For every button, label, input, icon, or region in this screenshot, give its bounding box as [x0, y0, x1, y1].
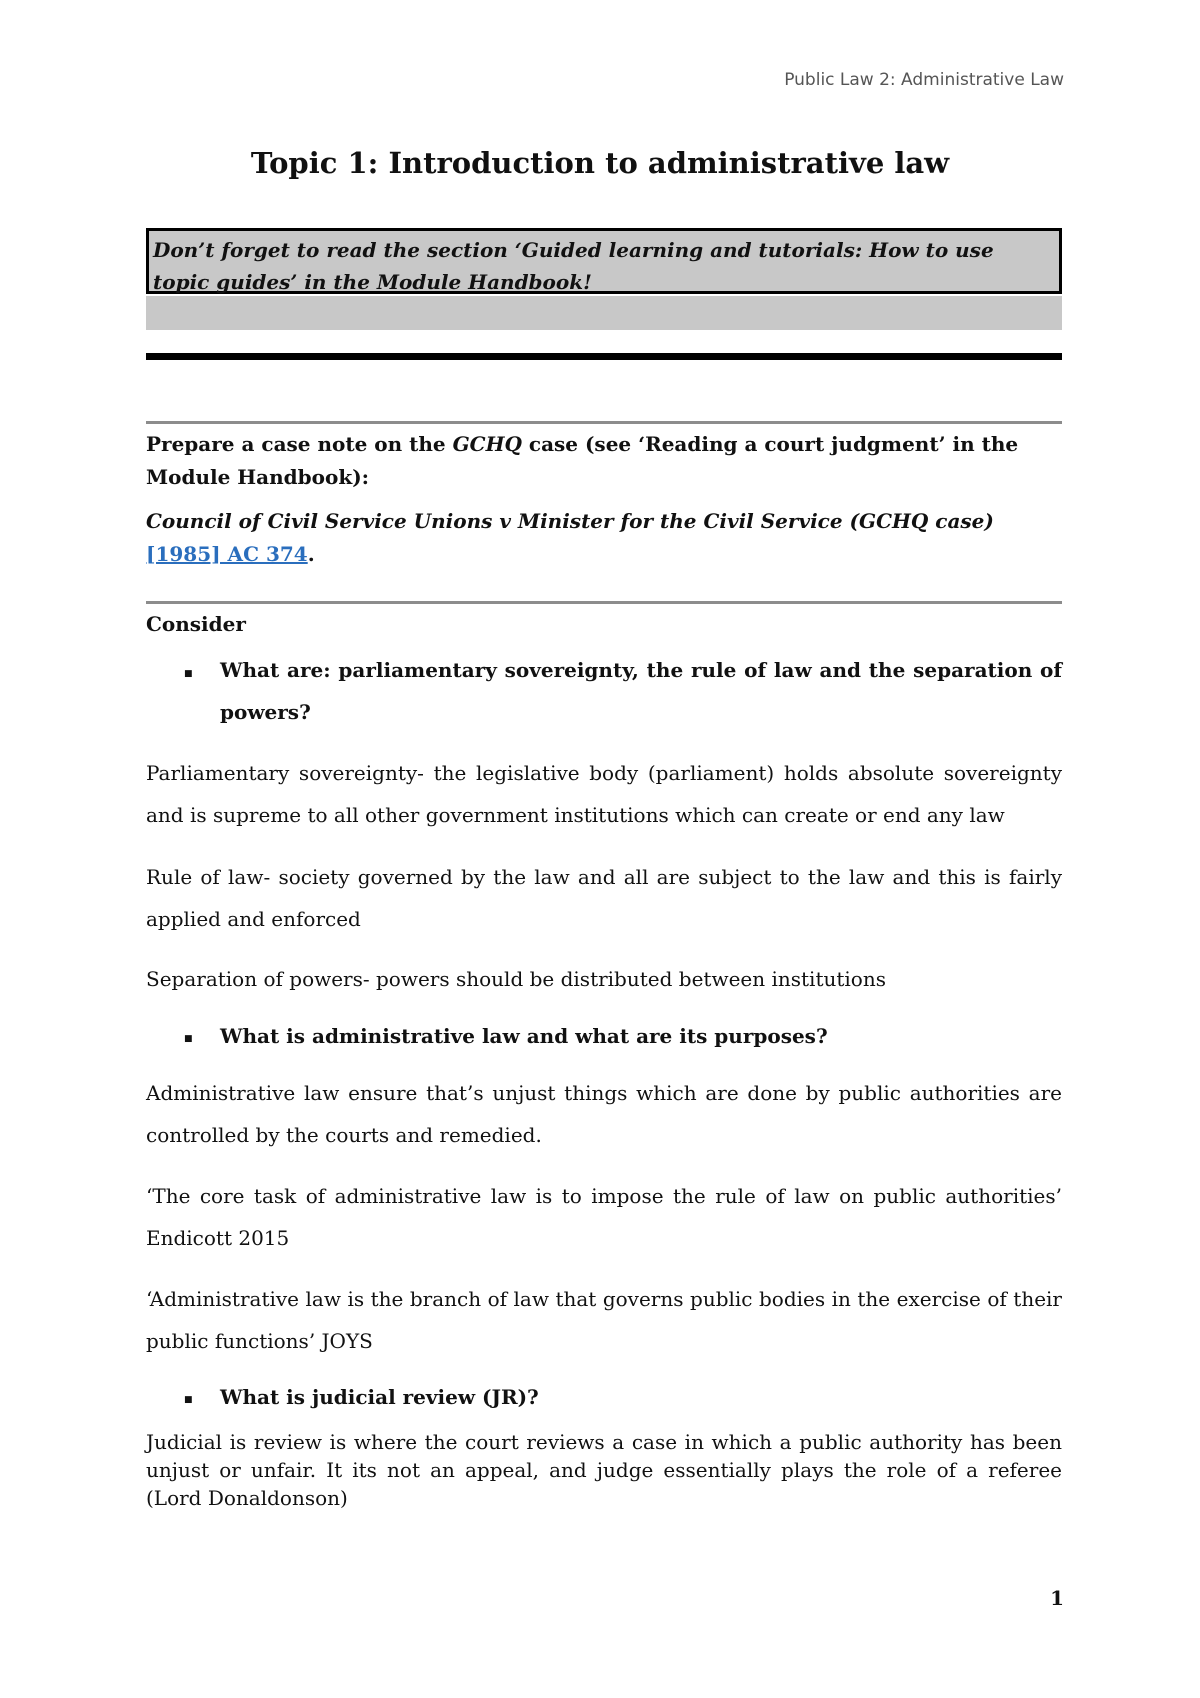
section-divider-thick [146, 353, 1062, 360]
answer-judicial-review: Judicial is review is where the court reviews a case in which a public authority has been unjust or unfair. It its not an appeal, and judge essentially plays the role of a referee (Lord Donaldonson) [146, 1430, 1062, 1510]
case-name: Council of Civil Service Unions v Minister for the Civil Service (GCHQ case) [146, 509, 994, 533]
page-number: 1 [1050, 1586, 1064, 1610]
answer-separation-of-powers: Separation of powers- powers should be distributed between institutions [146, 967, 886, 991]
task-top-rule [146, 421, 1062, 424]
running-header: Public Law 2: Administrative Law [784, 70, 1064, 90]
case-citation-line: Council of Civil Service Unions v Minister for the Civil Service (GCHQ case) [1985] AC 374. [146, 509, 994, 566]
consider-heading: Consider [146, 612, 246, 636]
answer-parliamentary-sovereignty: Parliamentary sovereignty- the legislative body (parliament) holds absolute sovereignty and is supreme to all other government institutions which can create or end any law [146, 761, 1062, 827]
page-title: Topic 1: Introduction to administrative law [250, 146, 950, 180]
quote-endicott: ‘The core task of administrative law is to impose the rule of law on public authorities’ Endicott 2015 [146, 1184, 1062, 1250]
task-instruction: Prepare a case note on the GCHQ case (see ‘Reading a court judgment’ in the Module Handbook): [146, 432, 1019, 489]
bullet-icon: ■ [184, 1395, 193, 1405]
answer-rule-of-law: Rule of law- society governed by the law and all are subject to the law and this is fairly applied and enforced [146, 865, 1062, 931]
citation-link[interactable]: [1985] AC 374 [146, 542, 308, 566]
bullet-icon: ■ [184, 1034, 193, 1044]
note-grey-band [146, 296, 1062, 330]
question-item: What is judicial review (JR)? [220, 1385, 539, 1409]
answer-admin-law: Administrative law ensure that’s unjust things which are done by public authorities are controlled by the courts and remedied. [146, 1081, 1062, 1147]
reminder-note-box [146, 228, 1062, 294]
question-item: What is administrative law and what are its purposes? [220, 1024, 828, 1048]
reminder-note-text: Don’t forget to read the section ‘Guided learning and tutorials: How to use topic guides’ in the Module Handbook! [153, 238, 994, 294]
question-item: What are: parliamentary sovereignty, the rule of law and the separation of powers? [220, 658, 1062, 724]
task-bottom-rule [146, 601, 1062, 604]
case-short-name: GCHQ [452, 432, 522, 456]
quote-joys: ‘Administrative law is the branch of law that governs public bodies in the exercise of their public functions’ JOYS [146, 1287, 1062, 1353]
bullet-icon: ■ [184, 669, 193, 679]
